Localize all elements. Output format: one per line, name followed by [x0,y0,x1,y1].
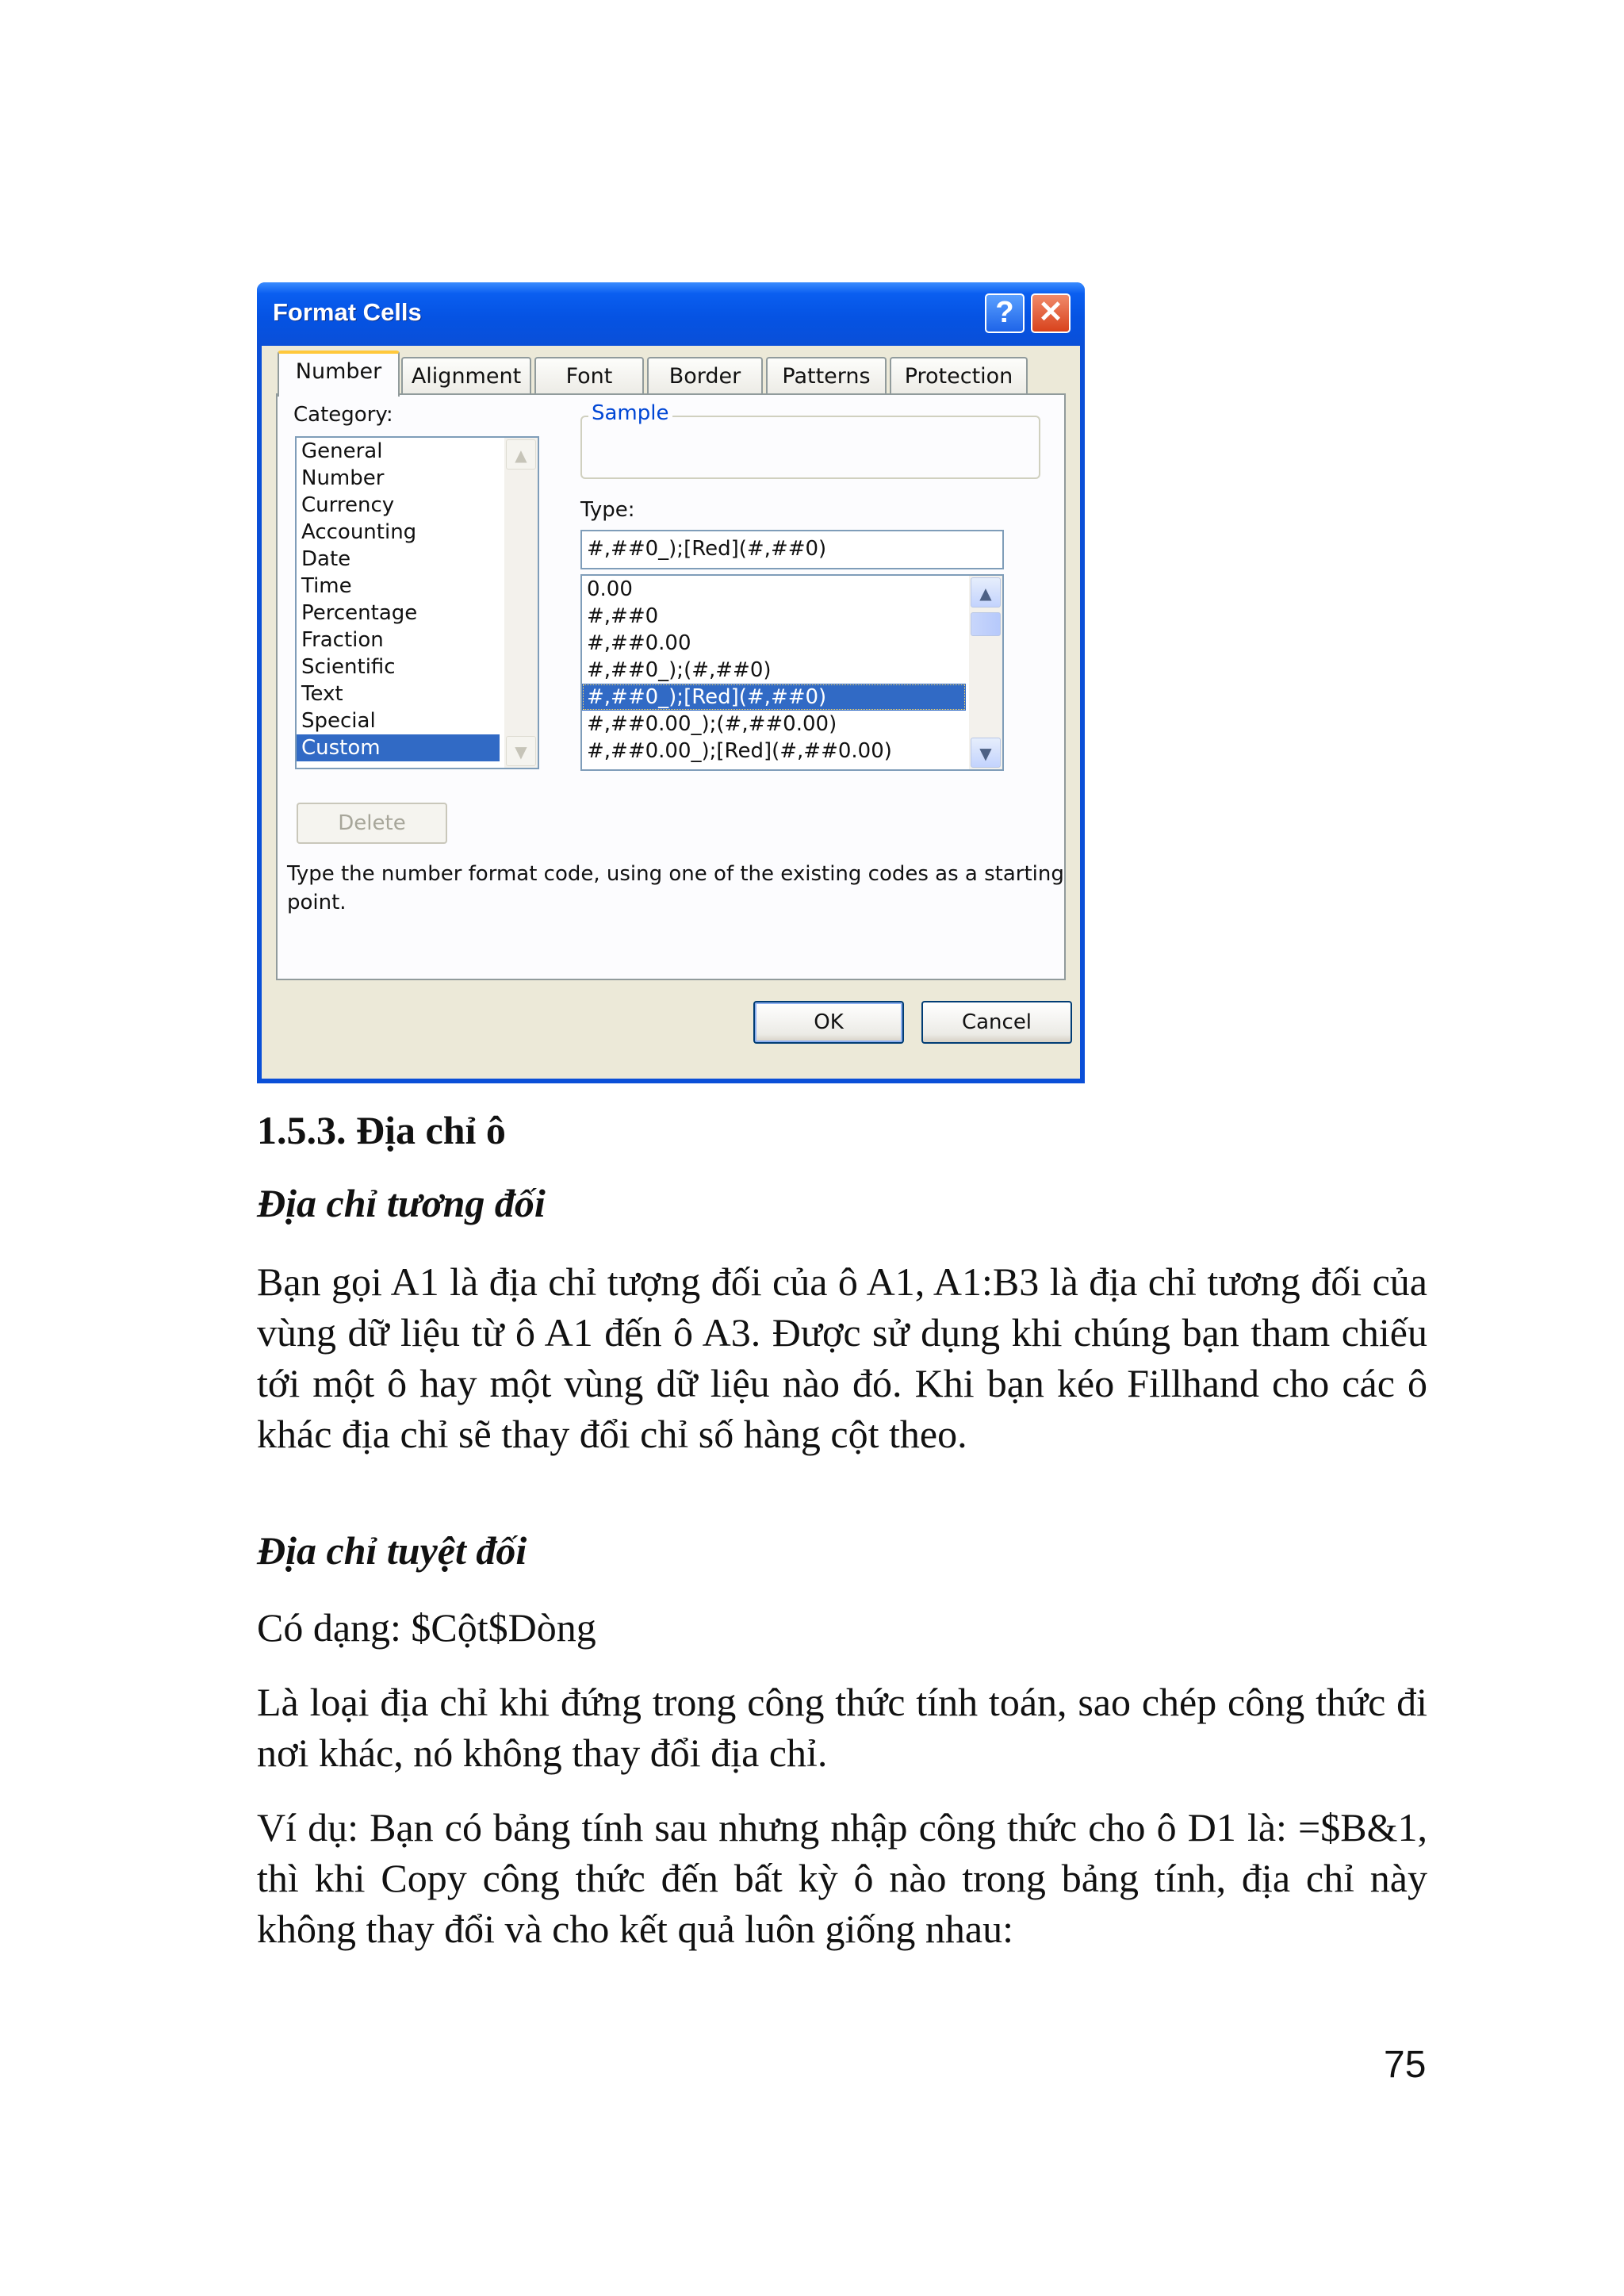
dialog-title-bar[interactable] [257,282,1085,346]
type-scrollbar[interactable] [969,576,1002,769]
cancel-button[interactable]: Cancel [921,1001,1072,1044]
tab-patterns[interactable]: Patterns [766,357,887,395]
help-button[interactable] [985,293,1025,333]
scroll-down-icon[interactable]: ▼ [971,738,1001,768]
category-item[interactable]: Currency [301,493,395,517]
category-item-selected[interactable]: Custom [297,734,500,761]
close-icon: ✕ [1038,296,1063,329]
paragraph-format: Có dạng: $Cột$Dòng [257,1605,596,1650]
scroll-down-icon[interactable]: ▼ [506,736,536,766]
category-item[interactable]: Time [301,574,352,598]
sample-label: Sample [588,401,672,425]
type-item[interactable]: #,##0.00_);(#,##0.00) [587,712,837,736]
scroll-thumb[interactable] [971,612,1001,636]
category-item[interactable]: Text [301,682,343,706]
close-button[interactable] [1031,293,1071,333]
category-scrollbar[interactable] [504,438,538,768]
type-item[interactable]: #,##0.00_);[Red](#,##0.00) [587,739,892,763]
type-item[interactable]: 0.00 [587,577,633,601]
type-list[interactable] [580,574,1004,771]
type-item[interactable]: #,##0.00 [587,631,691,655]
scroll-up-icon[interactable]: ▲ [506,439,536,470]
help-icon: ? [995,296,1014,329]
category-label: Category: [293,403,393,427]
delete-button[interactable]: Delete [297,803,447,844]
hint-text: Type the number format code, using one of the existing codes as a starting point. [287,862,1064,914]
type-item-selected[interactable]: #,##0_);[Red](#,##0) [582,684,966,711]
category-item[interactable]: Number [301,466,385,490]
paragraph-example: Ví dụ: Bạn có bảng tính sau nhưng nhập công thức cho ô D1 là: =$B&1, thì khi Copy công thức đến bất kỳ ô nào trong bảng tính, địa chỉ này không thay đổi và cho kết quả luôn giống nhau: [257,1805,1427,1951]
tab-border[interactable]: Border [647,357,763,395]
type-item[interactable]: #,##0 [587,604,659,628]
tab-number[interactable]: Number [278,351,400,397]
number-tab-panel [276,393,1066,980]
tab-alignment[interactable]: Alignment [401,357,531,395]
category-list[interactable] [295,436,539,769]
format-cells-dialog [257,282,1085,1083]
page-number: 75 [1384,2044,1427,2086]
subheading-absolute-address: Địa chỉ tuyệt đối [257,1528,527,1573]
category-item[interactable]: Special [301,709,376,733]
type-input[interactable]: #,##0_);[Red](#,##0) [580,530,1004,569]
category-item[interactable]: Date [301,547,351,571]
tab-protection[interactable]: Protection [890,357,1028,395]
category-item[interactable]: Percentage [301,601,418,625]
category-item[interactable]: Accounting [301,520,417,544]
scroll-up-icon[interactable]: ▲ [971,577,1001,608]
tab-font[interactable]: Font [534,357,644,395]
subheading-relative-address: Địa chỉ tương đối [257,1181,546,1225]
ok-button[interactable]: OK [753,1001,904,1044]
type-label: Type: [580,498,635,522]
category-item[interactable]: Fraction [301,628,384,652]
type-item[interactable]: #,##0_);(#,##0) [587,658,772,682]
category-item[interactable]: Scientific [301,655,396,679]
paragraph-relative-address: Bạn gọi A1 là địa chỉ tượng đối của ô A1, A1:B3 là địa chỉ tương đối của vùng dữ liệu từ ô A1 đến ô A3. Được sử dụng khi chúng bạn tham chiếu tới một ô hay một vùng dữ liệu nào đó. Khi bạn kéo Fillhand cho các ô khác địa chỉ sẽ thay đổi chỉ số hàng cột theo. [257,1259,1427,1456]
dialog-title: Format Cells [273,298,422,326]
paragraph-absolute-description: Là loại địa chỉ khi đứng trong công thức tính toán, sao chép công thức đi nơi khác, nó không thay đổi địa chỉ. [257,1680,1427,1775]
dialog-body [262,346,1080,1079]
sample-group [580,401,1040,479]
section-heading: 1.5.3. Địa chỉ ô [257,1108,506,1152]
category-item[interactable]: General [301,439,383,463]
